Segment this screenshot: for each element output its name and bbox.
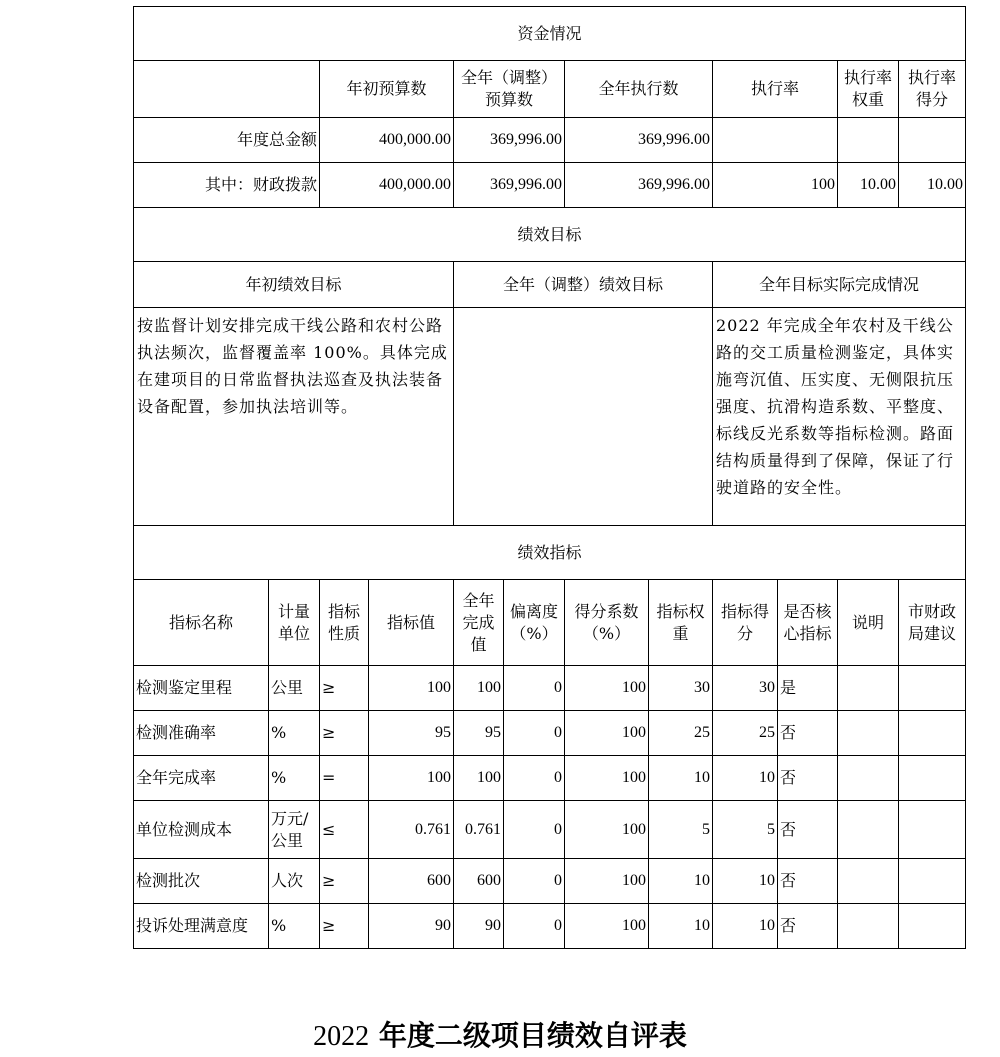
ind-nature: ≤ xyxy=(320,801,369,859)
funding-row-fiscal xyxy=(134,163,966,208)
ind-header-coefficient: 得分系数（%） xyxy=(565,580,649,666)
ind-unit: % xyxy=(269,904,320,949)
funding-rate-value: 100 xyxy=(713,163,838,208)
goals-actual-text: 2022 年完成全年农村及干线公路的交工质量检测鉴定，具体实施弯沉值、压实度、无侧限抗压强度、抗滑构造系数、平整度、标线反光系数等指标检测。路面结构质量得到了保障，保证了行驶道路的安全性。 xyxy=(713,308,966,526)
ind-core: 是 xyxy=(778,666,838,711)
ind-target: 95 xyxy=(369,711,454,756)
goals-content-row xyxy=(134,308,966,526)
ind-name: 检测鉴定里程 xyxy=(134,666,269,711)
ind-header-name: 指标名称 xyxy=(134,580,269,666)
ind-deviation: 0 xyxy=(504,666,565,711)
funding-initial-value: 400,000.00 xyxy=(320,163,454,208)
ind-target: 100 xyxy=(369,756,454,801)
ind-weight: 25 xyxy=(649,711,713,756)
ind-coefficient: 100 xyxy=(565,801,649,859)
funding-score-value xyxy=(899,118,966,163)
ind-completed: 100 xyxy=(454,756,504,801)
table-row xyxy=(134,801,966,859)
ind-unit: % xyxy=(269,756,320,801)
ind-weight: 10 xyxy=(649,904,713,949)
header-actual-execution: 全年执行数 xyxy=(565,61,713,118)
table-row xyxy=(134,711,966,756)
ind-score: 10 xyxy=(713,859,778,904)
funding-row-label: 其中：财政拨款 xyxy=(134,163,320,208)
indicators-section-title: 绩效指标 xyxy=(134,526,966,580)
table-row xyxy=(134,756,966,801)
funding-header-blank xyxy=(134,61,320,118)
ind-header-target: 指标值 xyxy=(369,580,454,666)
ind-deviation: 0 xyxy=(504,904,565,949)
table-row xyxy=(134,859,966,904)
ind-completed: 95 xyxy=(454,711,504,756)
funding-weight-value xyxy=(838,118,899,163)
funding-header-row xyxy=(134,61,966,118)
ind-core: 否 xyxy=(778,801,838,859)
ind-coefficient: 100 xyxy=(565,666,649,711)
ind-core: 否 xyxy=(778,711,838,756)
ind-name: 投诉处理满意度 xyxy=(134,904,269,949)
ind-weight: 30 xyxy=(649,666,713,711)
ind-completed: 600 xyxy=(454,859,504,904)
ind-score: 10 xyxy=(713,756,778,801)
ind-bureau xyxy=(899,904,966,949)
ind-header-score: 指标得分 xyxy=(713,580,778,666)
ind-weight: 10 xyxy=(649,859,713,904)
ind-unit: % xyxy=(269,711,320,756)
funding-actual-value: 369,996.00 xyxy=(565,118,713,163)
goals-section-title: 绩效目标 xyxy=(134,208,966,262)
ind-note xyxy=(838,756,899,801)
ind-nature: ≥ xyxy=(320,666,369,711)
ind-completed: 0.761 xyxy=(454,801,504,859)
ind-target: 0.761 xyxy=(369,801,454,859)
ind-unit: 人次 xyxy=(269,859,320,904)
ind-score: 5 xyxy=(713,801,778,859)
funding-adjusted-value: 369,996.00 xyxy=(454,163,565,208)
ind-nature: ≥ xyxy=(320,711,369,756)
ind-score: 10 xyxy=(713,904,778,949)
funding-score-value: 10.00 xyxy=(899,163,966,208)
title-year: 2022 xyxy=(313,1021,370,1052)
ind-deviation: 0 xyxy=(504,756,565,801)
funding-section-title: 资金情况 xyxy=(134,7,966,61)
goals-initial-text: 按监督计划安排完成干线公路和农村公路执法频次，监督覆盖率 100%。具体完成在建项目的日常监督执法巡查及执法装备设备配置，参加执法培训等。 xyxy=(134,308,454,526)
header-rate-weight: 执行率权重 xyxy=(838,61,899,118)
ind-coefficient: 100 xyxy=(565,904,649,949)
goals-initial-header: 年初绩效目标 xyxy=(134,262,454,308)
ind-bureau xyxy=(899,711,966,756)
ind-coefficient: 100 xyxy=(565,859,649,904)
table-row xyxy=(134,666,966,711)
ind-score: 25 xyxy=(713,711,778,756)
ind-header-core: 是否核心指标 xyxy=(778,580,838,666)
ind-header-deviation: 偏离度（%） xyxy=(504,580,565,666)
ind-bureau xyxy=(899,756,966,801)
ind-header-nature: 指标性质 xyxy=(320,580,369,666)
ind-unit: 万元/公里 xyxy=(269,801,320,859)
header-rate-score: 执行率得分 xyxy=(899,61,966,118)
ind-core: 否 xyxy=(778,756,838,801)
funding-row-label: 年度总金额 xyxy=(134,118,320,163)
table-row xyxy=(134,904,966,949)
ind-note xyxy=(838,711,899,756)
ind-header-note: 说明 xyxy=(838,580,899,666)
ind-score: 30 xyxy=(713,666,778,711)
ind-nature: ≥ xyxy=(320,904,369,949)
ind-nature: ≥ xyxy=(320,859,369,904)
funding-initial-value: 400,000.00 xyxy=(320,118,454,163)
goals-header-row xyxy=(134,262,966,308)
ind-bureau xyxy=(899,801,966,859)
funding-adjusted-value: 369,996.00 xyxy=(454,118,565,163)
ind-unit: 公里 xyxy=(269,666,320,711)
goals-actual-header: 全年目标实际完成情况 xyxy=(713,262,966,308)
ind-bureau xyxy=(899,859,966,904)
self-evaluation-table xyxy=(133,6,966,949)
page-title xyxy=(0,1016,1000,1057)
ind-header-bureau: 市财政局建议 xyxy=(899,580,966,666)
funding-weight-value: 10.00 xyxy=(838,163,899,208)
ind-target: 100 xyxy=(369,666,454,711)
ind-deviation: 0 xyxy=(504,711,565,756)
funding-rate-value xyxy=(713,118,838,163)
ind-coefficient: 100 xyxy=(565,711,649,756)
ind-bureau xyxy=(899,666,966,711)
indicators-header-row xyxy=(134,580,966,666)
ind-name: 检测批次 xyxy=(134,859,269,904)
ind-header-completed: 全年完成值 xyxy=(454,580,504,666)
ind-note xyxy=(838,904,899,949)
ind-header-unit: 计量单位 xyxy=(269,580,320,666)
ind-completed: 90 xyxy=(454,904,504,949)
funding-actual-value: 369,996.00 xyxy=(565,163,713,208)
funding-row-total xyxy=(134,118,966,163)
ind-name: 全年完成率 xyxy=(134,756,269,801)
ind-target: 90 xyxy=(369,904,454,949)
ind-target: 600 xyxy=(369,859,454,904)
title-text: 年度二级项目绩效自评表 xyxy=(378,1019,687,1052)
ind-header-weight: 指标权重 xyxy=(649,580,713,666)
ind-core: 否 xyxy=(778,904,838,949)
ind-core: 否 xyxy=(778,859,838,904)
goals-adjusted-text xyxy=(454,308,713,526)
ind-name: 检测准确率 xyxy=(134,711,269,756)
ind-deviation: 0 xyxy=(504,859,565,904)
ind-note xyxy=(838,859,899,904)
ind-nature: = xyxy=(320,756,369,801)
ind-deviation: 0 xyxy=(504,801,565,859)
ind-coefficient: 100 xyxy=(565,756,649,801)
header-adjusted-budget: 全年（调整）预算数 xyxy=(454,61,565,118)
ind-completed: 100 xyxy=(454,666,504,711)
ind-weight: 5 xyxy=(649,801,713,859)
ind-name: 单位检测成本 xyxy=(134,801,269,859)
goals-adjusted-header: 全年（调整）绩效目标 xyxy=(454,262,713,308)
ind-note xyxy=(838,666,899,711)
header-execution-rate: 执行率 xyxy=(713,61,838,118)
header-initial-budget: 年初预算数 xyxy=(320,61,454,118)
ind-weight: 10 xyxy=(649,756,713,801)
ind-note xyxy=(838,801,899,859)
